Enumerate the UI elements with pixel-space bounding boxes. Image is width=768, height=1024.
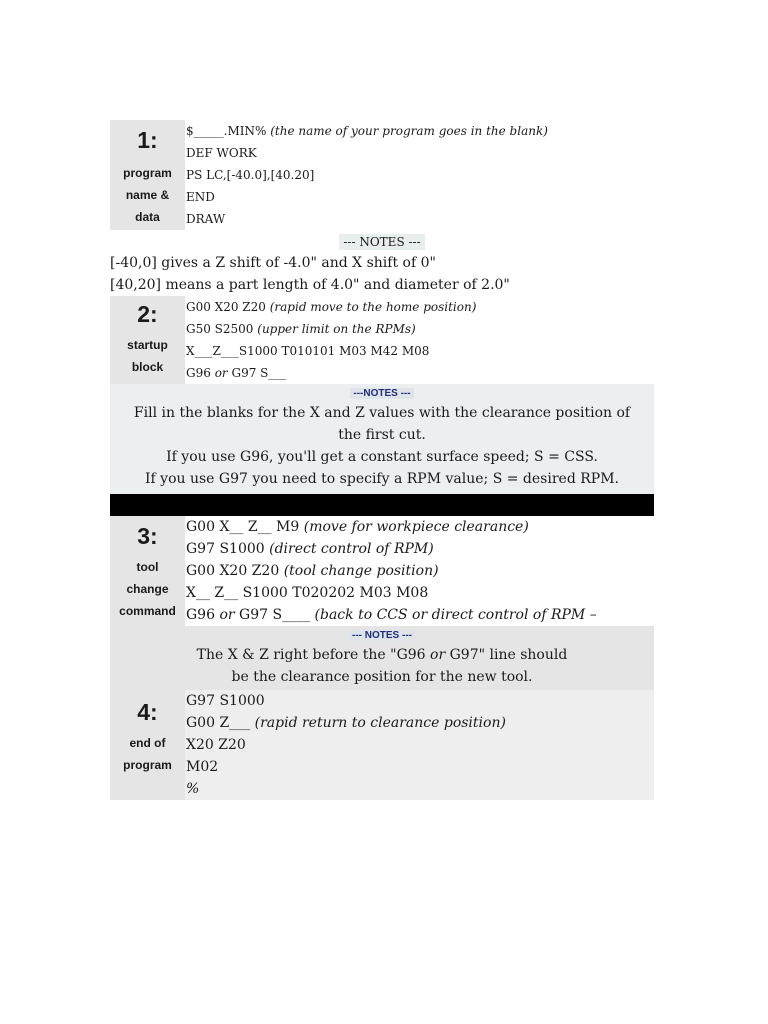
section-label-line: startup (127, 338, 168, 352)
code-text: % (186, 781, 200, 797)
code-text: $_____.MIN% (186, 124, 267, 138)
code-line (186, 734, 654, 756)
code-text: G96 (186, 366, 211, 380)
section-label-line: command (119, 604, 176, 618)
section-number: 3: (137, 523, 158, 549)
code-line (186, 120, 654, 142)
code-comment: (move for workpiece clearance) (303, 519, 529, 535)
section-startup-block (110, 296, 654, 384)
notes-body (110, 644, 654, 688)
notes-line: If you use G96, you'll get a constant surface speed; S = CSS. (166, 449, 598, 465)
notes-line: Fill in the blanks for the X and Z values with the clearance position of (133, 405, 631, 421)
section-number: 1: (137, 127, 158, 153)
section-label-column (110, 296, 185, 384)
code-line (186, 690, 654, 712)
code-text: X20 Z20 (186, 737, 246, 753)
section-label-line: tool (136, 560, 159, 574)
code-text: G97 S1000 (186, 693, 265, 709)
section-number: 4: (137, 699, 158, 725)
section-program-name-data (110, 120, 654, 230)
code-line (186, 604, 654, 626)
code-or: or (214, 366, 228, 380)
code-comment: (back to CCS or direct control of RPM – (314, 607, 597, 623)
code-line (186, 296, 654, 318)
section-label-line: name & (125, 188, 170, 202)
code-line (186, 164, 654, 186)
code-line (186, 186, 654, 208)
code-comment: (rapid move to the home position) (269, 300, 477, 314)
section-label-line: data (135, 210, 160, 224)
notes-line: If you use G97 you need to specify a RPM value; S = desired RPM. (145, 471, 619, 487)
code-line (186, 538, 654, 560)
code-line (186, 712, 654, 734)
notes-heading (110, 230, 654, 252)
code-line (186, 142, 654, 164)
code-line (186, 318, 654, 340)
section-label-line: change (126, 582, 169, 596)
notes-heading-text: --- NOTES --- (339, 234, 424, 250)
notes-block (110, 384, 654, 494)
section-label-line: end of (129, 736, 166, 750)
notes-line (110, 644, 654, 666)
code-comment: (tool change position) (283, 563, 439, 579)
notes-body (110, 402, 654, 490)
notes-line: be the clearance position for the new tool. (231, 669, 533, 685)
notes-tag-text: ---NOTES --- (350, 388, 413, 399)
code-text: DRAW (186, 212, 226, 226)
section-label-column (110, 690, 185, 800)
code-line (186, 340, 654, 362)
code-text: G96 (186, 607, 215, 623)
code-block (185, 690, 654, 800)
notes-line: [-40,0] gives a Z shift of -4.0" and X shift of 0" (110, 255, 436, 271)
code-line (186, 582, 654, 604)
section-label-column (110, 120, 185, 230)
notes-line: [40,20] means a part length of 4.0" and diameter of 2.0" (110, 277, 510, 293)
code-block (185, 120, 654, 230)
code-block (185, 516, 654, 626)
notes-tag (110, 386, 654, 402)
section-label-line: program (123, 166, 172, 180)
divider-bar (110, 494, 654, 516)
notes-block (110, 626, 654, 690)
code-line (186, 560, 654, 582)
section-end-of-program (110, 690, 654, 800)
code-text: M02 (186, 759, 219, 775)
code-text: G00 X20 Z20 (186, 563, 280, 579)
section-label-column (110, 516, 185, 626)
section-number: 2: (137, 301, 158, 327)
notes-block (110, 230, 654, 296)
code-comment: (direct control of RPM) (269, 541, 434, 557)
code-text: G97 S1000 (186, 541, 265, 557)
code-text: G00 Z___ (186, 715, 251, 731)
code-line (186, 516, 654, 538)
code-line (186, 208, 654, 230)
code-text: G00 X20 Z20 (186, 300, 266, 314)
code-line (186, 362, 654, 384)
section-label-line: program (123, 758, 172, 772)
code-text: G00 X__ Z__ M9 (186, 519, 300, 535)
code-line (186, 756, 654, 778)
section-label-line: block (131, 360, 164, 374)
code-comment: (upper limit on the RPMs) (257, 322, 416, 336)
code-comment: (rapid return to clearance position) (254, 715, 506, 731)
code-text: X__ Z__ S1000 T020202 M03 M08 (186, 585, 429, 601)
code-text: G50 S2500 (186, 322, 254, 336)
notes-text: The X & Z right before the "G96 (196, 647, 426, 663)
code-or: or (219, 607, 235, 623)
code-block (185, 296, 654, 384)
notes-text: G97" line should (449, 647, 568, 663)
notes-tag-text: --- NOTES --- (349, 630, 415, 641)
code-text: END (186, 190, 215, 204)
code-text: G97 S____ (239, 607, 311, 623)
code-text: DEF WORK (186, 146, 257, 160)
code-text: X___Z___S1000 T010101 M03 M42 M08 (186, 344, 430, 358)
section-tool-change (110, 516, 654, 626)
notes-tag (110, 628, 654, 644)
code-text: G97 S___ (231, 366, 287, 380)
code-comment: (the name of your program goes in the blank) (270, 124, 548, 138)
notes-or: or (430, 647, 446, 663)
notes-line: the first cut. (338, 427, 426, 443)
code-line (186, 778, 654, 800)
code-text: PS LC,[-40.0],[40.20] (186, 168, 315, 182)
cnc-program-document (110, 120, 654, 800)
